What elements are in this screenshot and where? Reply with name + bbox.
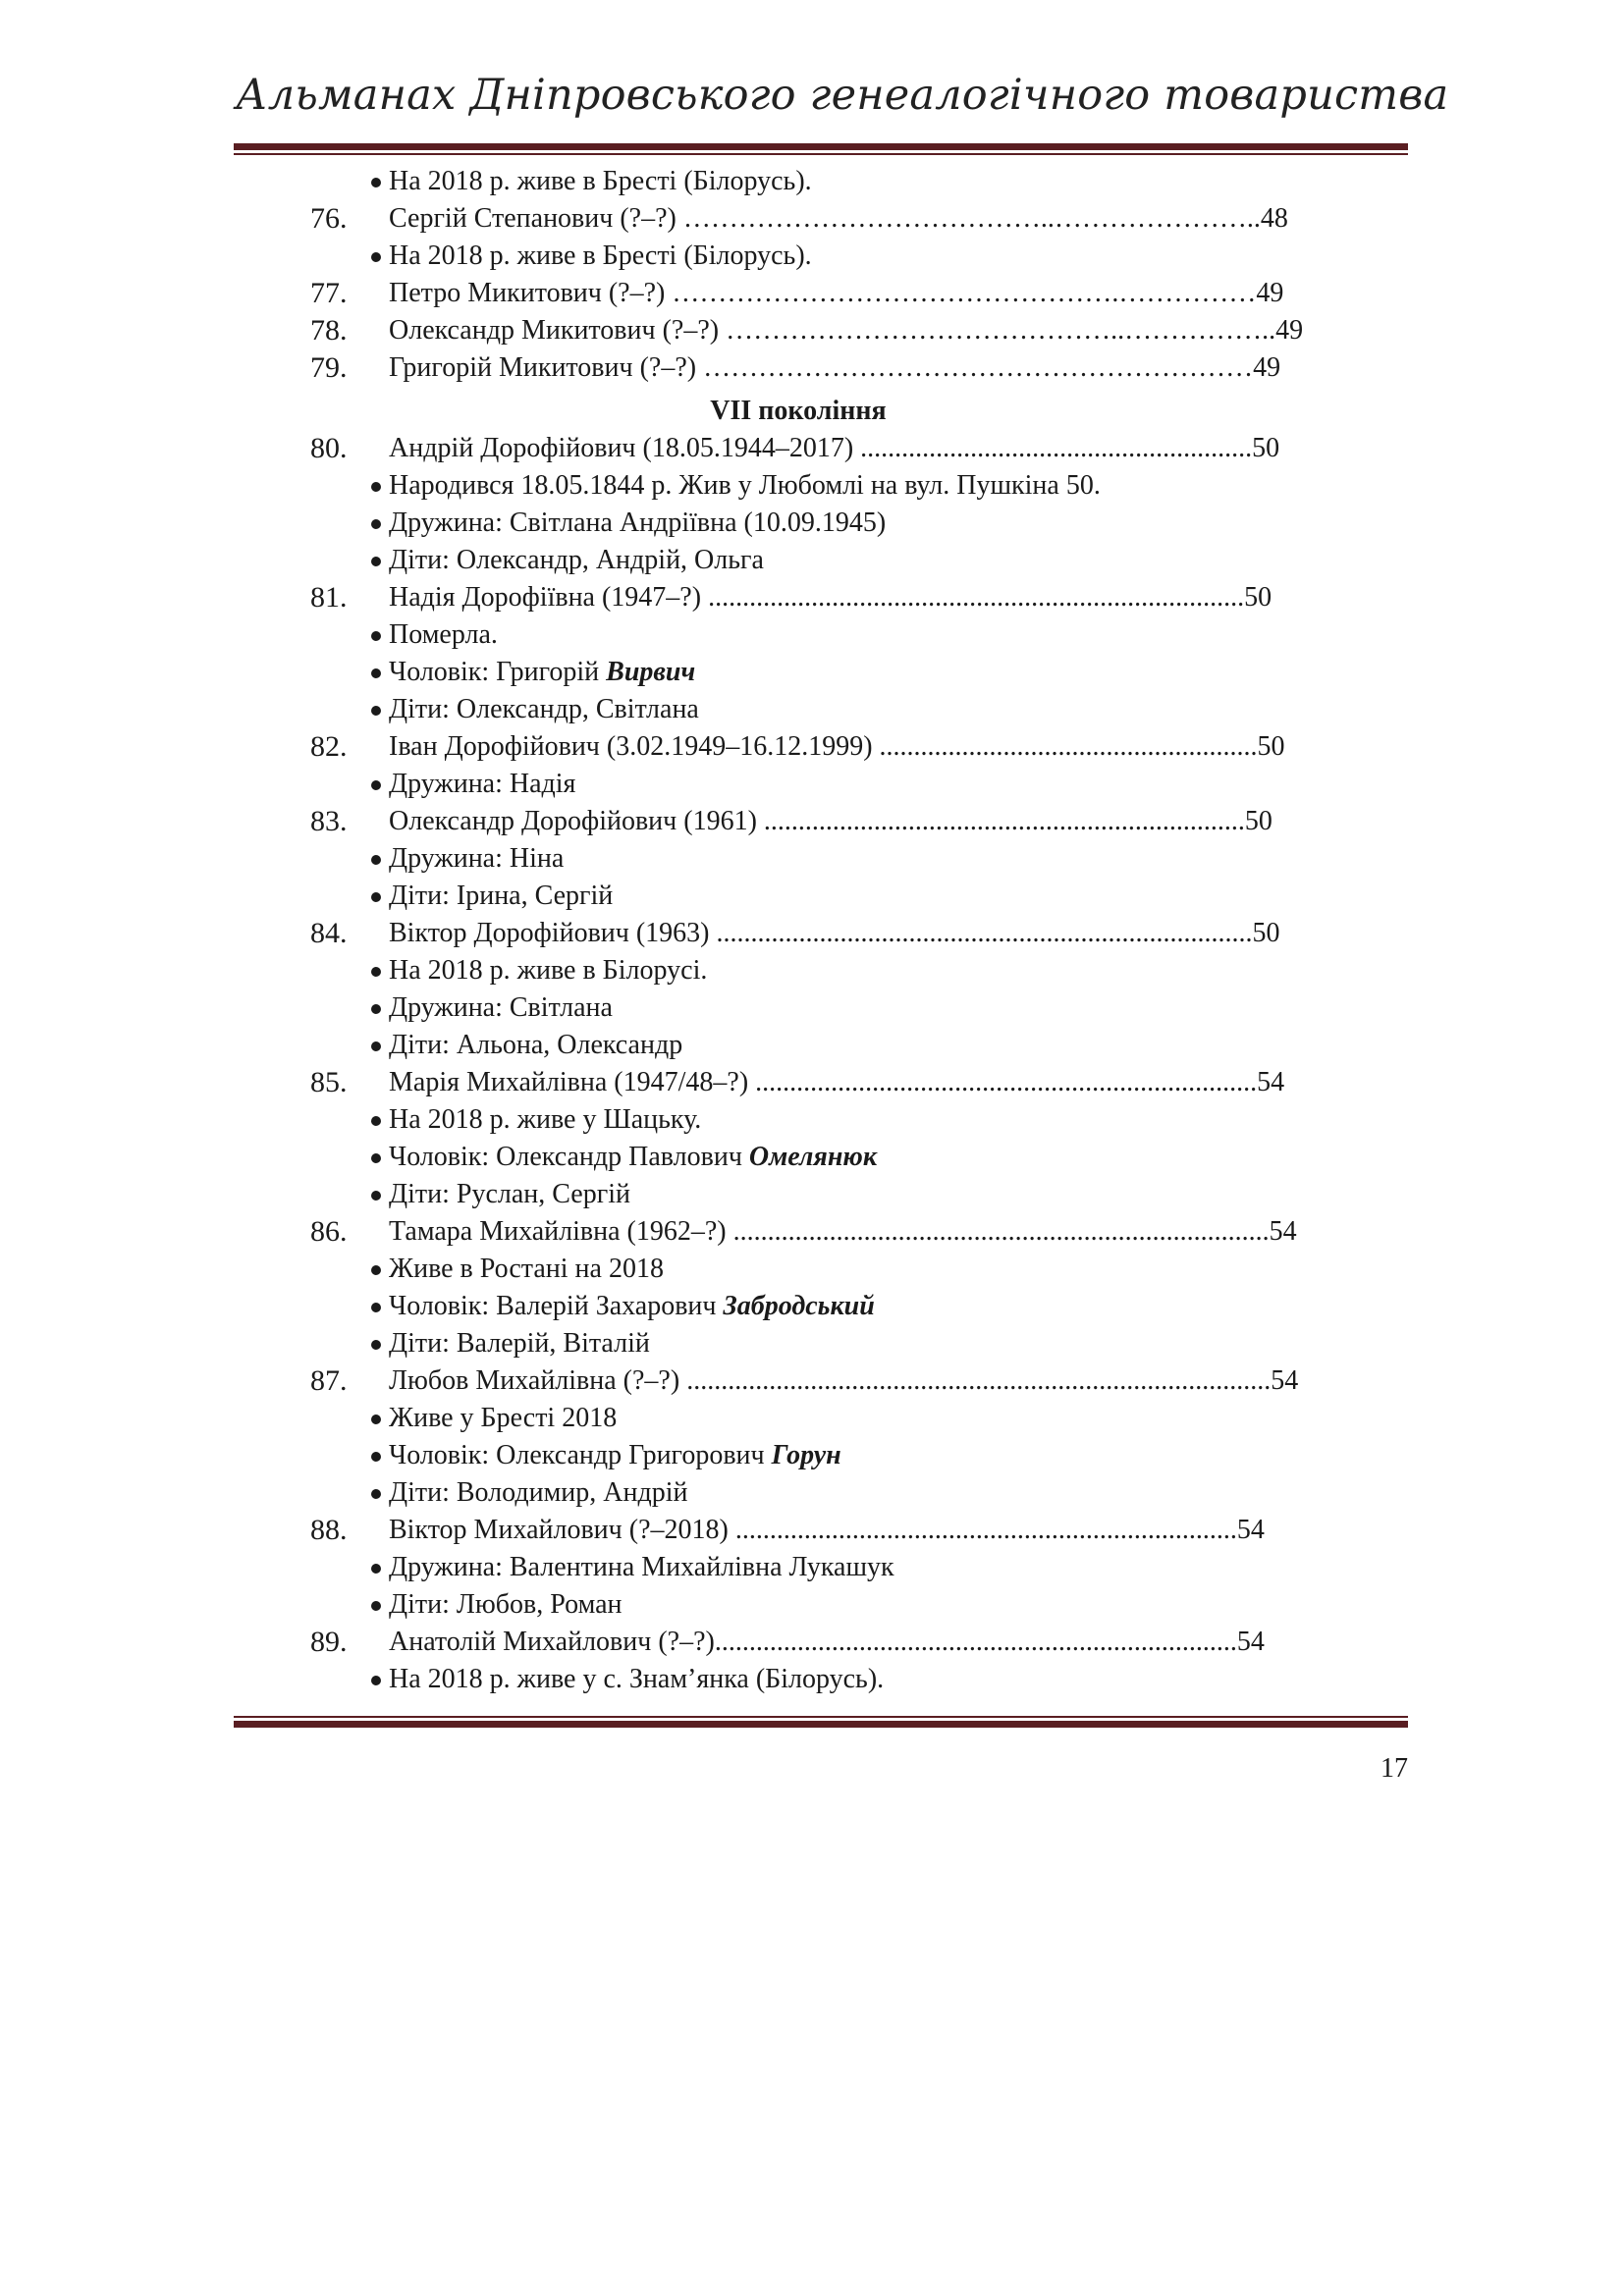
bullet-text-plain: Чоловік: Олександр Павлович bbox=[389, 1142, 749, 1172]
bullet-text-plain: Чоловік: Олександр Григорович bbox=[389, 1440, 772, 1470]
detail-bullet bbox=[295, 542, 1410, 579]
entry-number: 85. bbox=[310, 1066, 348, 1098]
running-header-title: Альманах Дніпровського генеалогічного товариства bbox=[236, 71, 1449, 120]
bullet-icon bbox=[371, 668, 381, 678]
entry-number: 76. bbox=[310, 202, 348, 235]
bullet-text bbox=[389, 1027, 682, 1064]
bullet-icon bbox=[371, 1415, 381, 1424]
bullet-text-plain: Діти: Руслан, Сергій bbox=[389, 1179, 630, 1209]
entry-number: 80. bbox=[310, 432, 348, 464]
bullet-icon bbox=[371, 557, 381, 566]
entry-text: Олександр Микитович (?–?) ……………………………………..……………..49 bbox=[389, 315, 1304, 346]
bullet-text bbox=[389, 1251, 664, 1288]
entry-text: Надія Дорофіївна (1947–?) ..............................................................................50 bbox=[389, 582, 1272, 613]
person-entry bbox=[295, 349, 1410, 387]
person-entry bbox=[295, 1213, 1410, 1251]
detail-bullet bbox=[295, 505, 1410, 542]
entry-text: Віктор Михайлович (?–2018) .........................................................................54 bbox=[389, 1515, 1265, 1545]
person-entry bbox=[295, 1624, 1410, 1661]
bullet-text-plain: Живе в Ростані на 2018 bbox=[389, 1254, 664, 1284]
person-entry bbox=[295, 200, 1410, 238]
header-rule bbox=[234, 143, 1408, 155]
bullet-icon bbox=[371, 1265, 381, 1275]
detail-bullet bbox=[295, 840, 1410, 878]
bullet-icon bbox=[371, 706, 381, 716]
bullet-text bbox=[389, 1400, 617, 1437]
bullet-text-plain: Діти: Олександр, Андрій, Ольга bbox=[389, 545, 764, 575]
detail-bullet bbox=[295, 1139, 1410, 1176]
detail-bullet bbox=[295, 467, 1410, 505]
bullet-icon bbox=[371, 252, 381, 262]
entry-number: 79. bbox=[310, 351, 348, 384]
detail-bullet bbox=[295, 691, 1410, 728]
bullet-text-plain: Діти: Альона, Олександр bbox=[389, 1030, 683, 1060]
entry-number: 84. bbox=[310, 917, 348, 949]
bullet-text-plain: Діти: Олександр, Світлана bbox=[389, 694, 699, 724]
detail-bullet bbox=[295, 1101, 1410, 1139]
entry-number: 88. bbox=[310, 1514, 348, 1546]
bullet-text bbox=[389, 1661, 884, 1698]
bullet-text-plain: Чоловік: Григорій bbox=[389, 657, 607, 687]
bullet-text bbox=[389, 766, 575, 803]
person-entry bbox=[295, 1362, 1410, 1400]
bullet-text bbox=[389, 952, 707, 989]
bullet-text bbox=[389, 691, 699, 728]
bullet-text-plain: Дружина: Надія bbox=[389, 769, 576, 799]
entry-number: 86. bbox=[310, 1215, 348, 1248]
bullet-icon bbox=[371, 1564, 381, 1574]
bullet-text bbox=[389, 616, 498, 654]
detail-bullet bbox=[295, 1176, 1410, 1213]
detail-bullet bbox=[295, 1437, 1410, 1474]
bullet-text-plain: На 2018 р. живе в Бресті (Білорусь). bbox=[389, 166, 812, 196]
entry-text: Іван Дорофійович (3.02.1949–16.12.1999) .......................................................50 bbox=[389, 731, 1285, 762]
person-entry bbox=[295, 803, 1410, 840]
bullet-icon bbox=[371, 631, 381, 641]
person-entry bbox=[295, 430, 1410, 467]
bullet-icon bbox=[371, 855, 381, 865]
bullet-text bbox=[389, 1474, 688, 1512]
bullet-icon bbox=[371, 1489, 381, 1499]
detail-bullet bbox=[295, 238, 1410, 275]
entry-text: Григорій Микитович (?–?) ……………………………………………………49 bbox=[389, 352, 1281, 383]
person-entry bbox=[295, 915, 1410, 952]
person-entry bbox=[295, 579, 1410, 616]
detail-bullet bbox=[295, 1027, 1410, 1064]
bullet-icon bbox=[371, 178, 381, 187]
bullet-text-plain: На 2018 р. живе в Бресті (Білорусь). bbox=[389, 240, 812, 271]
bullet-icon bbox=[371, 1041, 381, 1051]
genealogy-index-list bbox=[295, 163, 1410, 1698]
detail-bullet bbox=[295, 878, 1410, 915]
bullet-icon bbox=[371, 1153, 381, 1163]
bullet-text bbox=[389, 1101, 701, 1139]
bullet-text bbox=[389, 505, 886, 542]
bullet-icon bbox=[371, 1116, 381, 1126]
entry-text: Тамара Михайлівна (1962–?) ..............................................................................54 bbox=[389, 1216, 1297, 1247]
detail-bullet bbox=[295, 766, 1410, 803]
bullet-text-plain: Діти: Ірина, Сергій bbox=[389, 881, 614, 911]
bullet-text-plain: Дружина: Світлана bbox=[389, 992, 613, 1023]
footer-rule bbox=[234, 1716, 1408, 1728]
detail-bullet bbox=[295, 952, 1410, 989]
bullet-text-plain: Дружина: Ніна bbox=[389, 843, 565, 874]
bullet-icon bbox=[371, 1191, 381, 1201]
person-entry bbox=[295, 1512, 1410, 1549]
detail-bullet bbox=[295, 163, 1410, 200]
person-entry bbox=[295, 1064, 1410, 1101]
generation-heading: VII покоління bbox=[710, 396, 887, 426]
entry-text: Андрій Дорофійович (18.05.1944–2017) .........................................................50 bbox=[389, 433, 1280, 463]
bullet-text bbox=[389, 467, 1101, 505]
bullet-icon bbox=[371, 1303, 381, 1312]
entry-text: Анатолій Михайлович (?–?)............................................................................54 bbox=[389, 1627, 1265, 1657]
detail-bullet bbox=[295, 1474, 1410, 1512]
detail-bullet bbox=[295, 1661, 1410, 1698]
bullet-text bbox=[389, 542, 764, 579]
bullet-text-plain: Померла. bbox=[389, 619, 498, 650]
entry-number: 81. bbox=[310, 581, 348, 614]
bullet-icon bbox=[371, 1676, 381, 1685]
detail-bullet bbox=[295, 1251, 1410, 1288]
detail-bullet bbox=[295, 1325, 1410, 1362]
entry-text: Віктор Дорофійович (1963) ..............................................................................50 bbox=[389, 918, 1280, 948]
bullet-text-plain: Діти: Володимир, Андрій bbox=[389, 1477, 688, 1508]
bullet-text bbox=[389, 1176, 630, 1213]
bullet-text bbox=[389, 840, 564, 878]
bullet-text bbox=[389, 878, 613, 915]
bullet-text bbox=[389, 1437, 841, 1474]
detail-bullet bbox=[295, 616, 1410, 654]
bullet-text-plain: Дружина: Світлана Андріївна (10.09.1945) bbox=[389, 507, 887, 538]
entry-text: Олександр Дорофійович (1961) ......................................................................50 bbox=[389, 806, 1272, 836]
entry-number: 82. bbox=[310, 730, 348, 763]
bullet-text bbox=[389, 238, 812, 275]
bullet-text bbox=[389, 1549, 894, 1586]
bullet-icon bbox=[371, 1452, 381, 1462]
bullet-text bbox=[389, 1139, 877, 1176]
surname: Горун bbox=[771, 1440, 841, 1470]
bullet-text-plain: На 2018 р. живе у Шацьку. bbox=[389, 1104, 702, 1135]
surname: Вирвич bbox=[606, 657, 696, 687]
bullet-icon bbox=[371, 967, 381, 977]
detail-bullet bbox=[295, 1400, 1410, 1437]
surname: Омелянюк bbox=[748, 1142, 878, 1172]
bullet-text-plain: На 2018 р. живе у с. Знам’янка (Білорусь). bbox=[389, 1664, 885, 1694]
bullet-text-plain: Чоловік: Валерій Захарович bbox=[389, 1291, 724, 1321]
bullet-text bbox=[389, 1288, 875, 1325]
bullet-text bbox=[389, 163, 812, 200]
bullet-icon bbox=[371, 892, 381, 902]
bullet-text-plain: Діти: Любов, Роман bbox=[389, 1589, 623, 1620]
bullet-text-plain: Живе у Бресті 2018 bbox=[389, 1403, 618, 1433]
bullet-text bbox=[389, 1586, 623, 1624]
bullet-icon bbox=[371, 780, 381, 790]
detail-bullet bbox=[295, 654, 1410, 691]
bullet-icon bbox=[371, 519, 381, 529]
detail-bullet bbox=[295, 1288, 1410, 1325]
bullet-text-plain: Дружина: Валентина Михайлівна Лукашук bbox=[389, 1552, 894, 1582]
entry-text: Петро Микитович (?–?) ………………………………………….……………49 bbox=[389, 278, 1284, 308]
person-entry bbox=[295, 312, 1410, 349]
entry-text: Сергій Степанович (?–?) …………………………………..…………………..48 bbox=[389, 203, 1288, 234]
bullet-icon bbox=[371, 1340, 381, 1350]
entry-number: 87. bbox=[310, 1364, 348, 1397]
detail-bullet bbox=[295, 1586, 1410, 1624]
bullet-text bbox=[389, 654, 695, 691]
detail-bullet bbox=[295, 1549, 1410, 1586]
detail-bullet bbox=[295, 989, 1410, 1027]
surname: Забродський bbox=[723, 1291, 875, 1321]
bullet-text-plain: Народився 18.05.1844 р. Жив у Любомлі на вул. Пушкіна 50. bbox=[389, 470, 1101, 501]
entry-text: Любов Михайлівна (?–?) .....................................................................................54 bbox=[389, 1365, 1299, 1396]
bullet-icon bbox=[371, 1601, 381, 1611]
entry-number: 89. bbox=[310, 1626, 348, 1658]
entry-number: 77. bbox=[310, 277, 348, 309]
person-entry bbox=[295, 728, 1410, 766]
entry-number: 78. bbox=[310, 314, 348, 347]
bullet-text bbox=[389, 1325, 650, 1362]
bullet-text-plain: Діти: Валерій, Віталій bbox=[389, 1328, 650, 1359]
bullet-icon bbox=[371, 482, 381, 492]
bullet-text bbox=[389, 989, 613, 1027]
bullet-text-plain: На 2018 р. живе в Білорусі. bbox=[389, 955, 708, 986]
page-number: 17 bbox=[1380, 1753, 1408, 1784]
bullet-icon bbox=[371, 1004, 381, 1014]
entry-number: 83. bbox=[310, 805, 348, 837]
entry-text: Марія Михайлівна (1947/48–?) .........................................................................54 bbox=[389, 1067, 1285, 1097]
person-entry bbox=[295, 275, 1410, 312]
